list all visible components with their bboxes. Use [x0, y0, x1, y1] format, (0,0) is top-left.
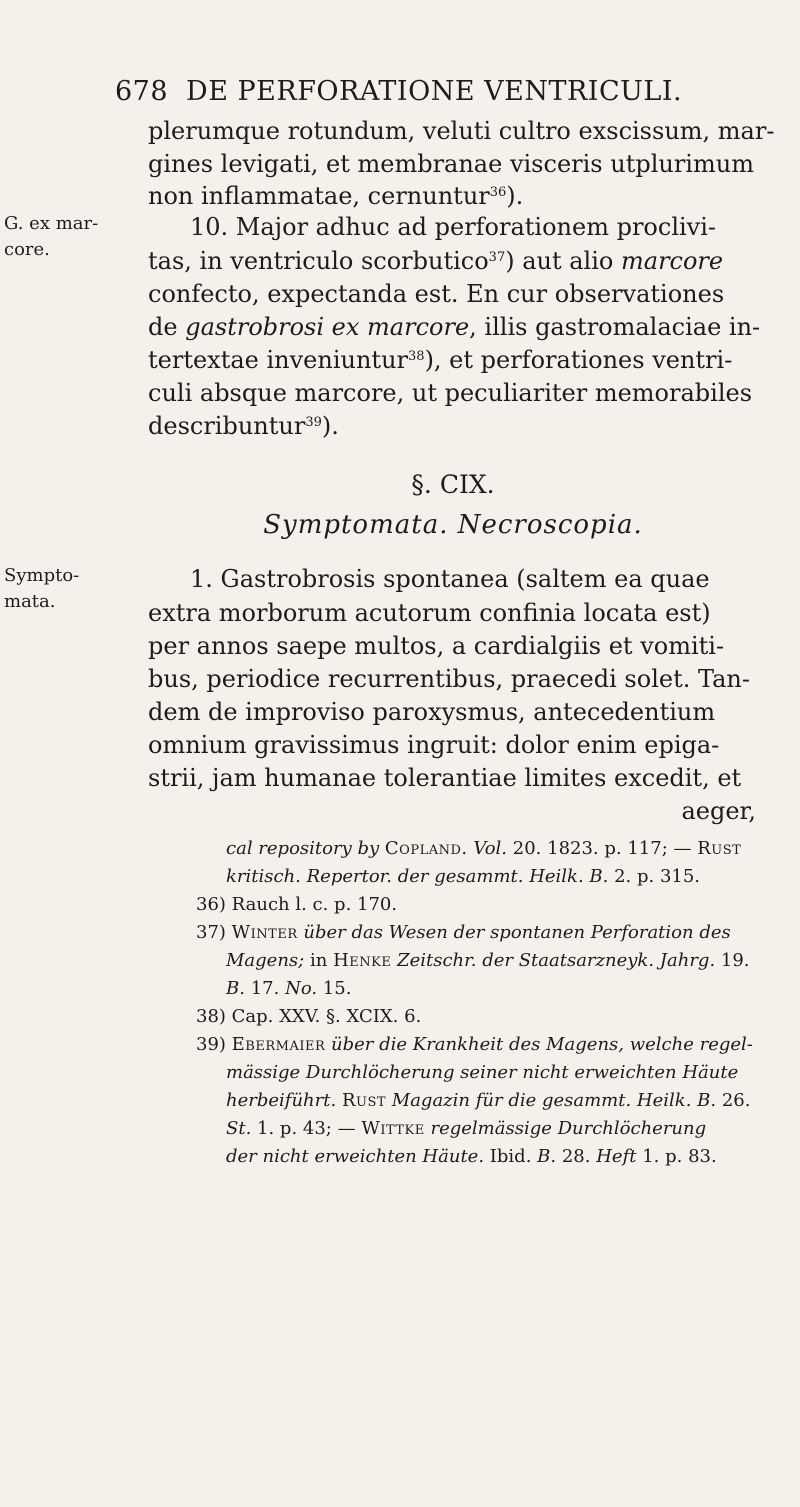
footnote-39: 39) Ebermaier über die Krankheit des Magens, welche regel-: [196, 1034, 753, 1055]
body-line: strii, jam humanae tolerantiae limites excedit, et: [148, 764, 742, 792]
footnote-line: B. 17. No. 15.: [226, 978, 352, 999]
footnote-line: kritisch. Repertor. der gesammt. Heilk. B. 2. p. 315.: [226, 866, 701, 887]
body-line: culi absque marcore, ut peculiariter memorabiles: [148, 379, 753, 407]
body-line: non inflammatae, cernuntur$^{36}$).: [148, 182, 524, 210]
section-subtitle: Symptomata. Necroscopia.: [263, 510, 643, 540]
section-heading: §. CIX.: [411, 470, 495, 499]
body-line: gines levigati, et membranae visceris utplurimum: [148, 150, 754, 178]
footnote-line: der nicht erweichten Häute. Ibid. B. 28. Heft 1. p. 83.: [226, 1146, 717, 1167]
page-number: 678: [115, 76, 169, 107]
body-line: de gastrobrosi ex marcore, illis gastromalaciae in-: [148, 313, 761, 341]
footnote-ref: 38: [408, 349, 425, 364]
margin-note: Sympto-: [4, 565, 80, 586]
margin-note: core.: [4, 239, 50, 260]
body-line: dem de improviso paroxysmus, antecedentium: [148, 698, 716, 726]
footnote-ref: 36: [489, 185, 507, 200]
footnote-36: 36) Rauch l. c. p. 170.: [196, 894, 398, 915]
margin-note: mata.: [4, 591, 56, 612]
body-line: 10. Major adhuc ad perforationem proclivi-: [190, 213, 717, 241]
body-line: 1. Gastrobrosis spontanea (saltem ea quae: [190, 565, 710, 593]
footnote-37: 37) Winter über das Wesen der spontanen Perforation des: [196, 922, 731, 943]
margin-note: G. ex mar-: [4, 213, 99, 234]
body-line: omnium gravissimus ingruit: dolor enim epiga-: [148, 731, 720, 759]
body-line: extra morborum acutorum confinia locata est): [148, 599, 711, 627]
body-line: confecto, expectanda est. En cur observationes: [148, 280, 725, 308]
running-title: DE PERFORATIONE VENTRICULI.: [186, 76, 683, 107]
footnote-ref: 37: [488, 250, 506, 265]
catchword: aeger,: [681, 797, 756, 825]
body-line: plerumque rotundum, veluti cultro exscissum, mar-: [148, 117, 775, 145]
body-line: bus, periodice recurrentibus, praecedi solet. Tan-: [148, 665, 750, 693]
footnote-line: Magens; in Henke Zeitschr. der Staatsarzneyk. Jahrg. 19.: [226, 950, 750, 971]
body-line: tertextae inveniuntur$^{38}$), et perforationes ventri-: [148, 346, 733, 374]
footnote-line: mässige Durchlöcherung seiner nicht erweichten Häute: [226, 1062, 739, 1083]
footnote-line: cal repository by Copland. Vol. 20. 1823. p. 117; — Rust: [226, 838, 742, 859]
body-line: describuntur$^{39}$).: [148, 412, 339, 440]
body-line: tas, in ventriculo scorbutico$^{37}$) aut alio marcore: [148, 247, 724, 275]
footnote-ref: 39: [305, 415, 322, 430]
running-header: [115, 76, 682, 107]
footnote-line: St. 1. p. 43; — Wittke regelmässige Durchlöcherung: [226, 1118, 707, 1139]
footnote-line: herbeiführt. Rust Magazin für die gesammt. Heilk. B. 26.: [226, 1090, 751, 1111]
footnote-38: 38) Cap. XXV. §. XCIX. 6.: [196, 1006, 422, 1027]
body-line: per annos saepe multos, a cardialgiis et vomiti-: [148, 632, 725, 660]
